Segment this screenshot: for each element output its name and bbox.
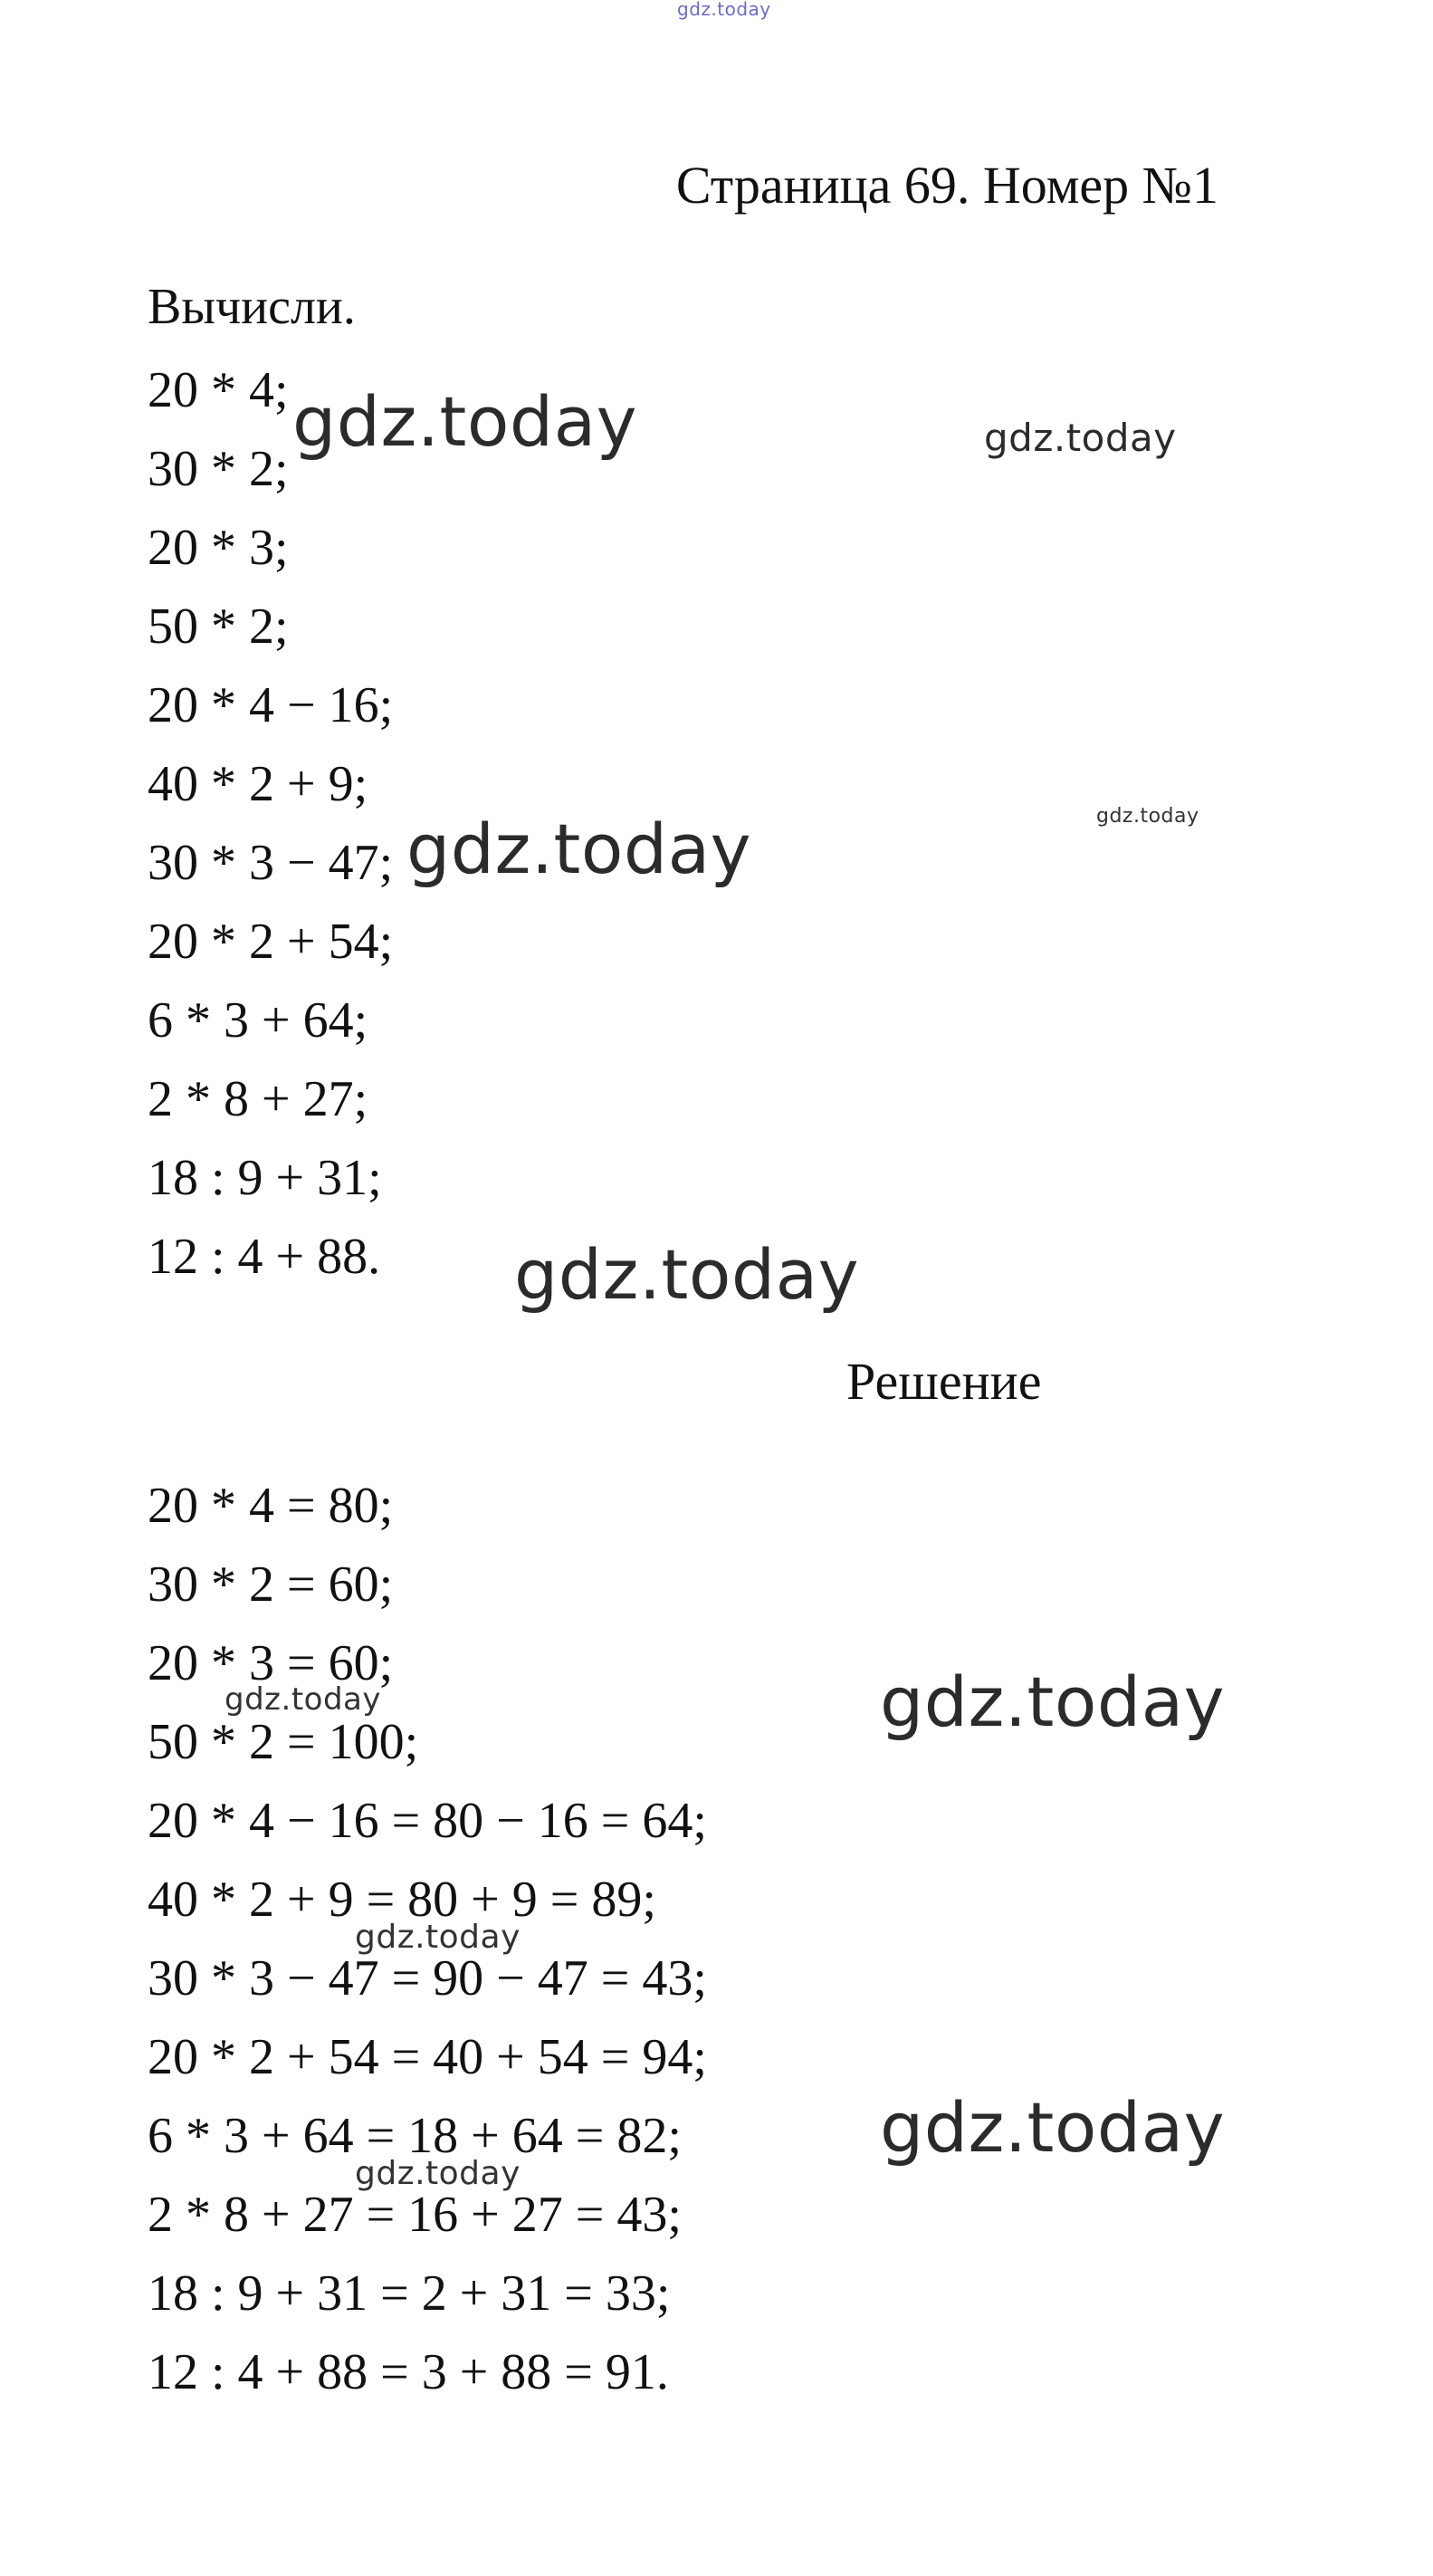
task-item: 20 * 2 + 54; bbox=[148, 914, 394, 970]
task-item: 20 * 3; bbox=[148, 520, 289, 576]
solution-item: 30 * 3 − 47 = 90 − 47 = 43; bbox=[148, 1950, 707, 2006]
task-item: 40 * 2 + 9; bbox=[148, 756, 368, 812]
solution-item: 40 * 2 + 9 = 80 + 9 = 89; bbox=[148, 1872, 656, 1928]
watermark: gdz.today bbox=[406, 809, 752, 889]
solution-item: 20 * 4 − 16 = 80 − 16 = 64; bbox=[148, 1793, 707, 1849]
task-item: 6 * 3 + 64; bbox=[148, 992, 368, 1049]
watermark: gdz.today bbox=[677, 0, 771, 20]
solution-item: 50 * 2 = 100; bbox=[148, 1714, 419, 1770]
solution-item: 20 * 3 = 60; bbox=[148, 1635, 394, 1691]
solution-item: 20 * 4 = 80; bbox=[148, 1478, 394, 1534]
solution-item: 12 : 4 + 88 = 3 + 88 = 91. bbox=[148, 2344, 669, 2400]
watermark: gdz.today bbox=[514, 1234, 860, 1315]
task-item: 20 * 4 − 16; bbox=[148, 677, 394, 733]
solution-item: 2 * 8 + 27 = 16 + 27 = 43; bbox=[148, 2187, 682, 2243]
watermark: gdz.today bbox=[880, 2087, 1226, 2168]
watermark: gdz.today bbox=[1096, 805, 1199, 828]
task-item: 30 * 3 − 47; bbox=[148, 835, 394, 891]
solution-heading: Решение bbox=[846, 1352, 1042, 1411]
task-item: 2 * 8 + 27; bbox=[148, 1071, 368, 1127]
task-item: 30 * 2; bbox=[148, 441, 289, 497]
watermark: gdz.today bbox=[880, 1661, 1226, 1742]
solution-item: 18 : 9 + 31 = 2 + 31 = 33; bbox=[148, 2265, 671, 2322]
task-list bbox=[148, 351, 393, 1297]
task-item: 50 * 2; bbox=[148, 599, 289, 655]
task-item: 18 : 9 + 31; bbox=[148, 1150, 382, 1206]
task-item: 20 * 4; bbox=[148, 362, 289, 418]
watermark: gdz.today bbox=[225, 1681, 381, 1718]
watermark: gdz.today bbox=[292, 381, 638, 462]
task-label: Вычисли. bbox=[148, 279, 356, 335]
solution-item: 20 * 2 + 54 = 40 + 54 = 94; bbox=[148, 2029, 707, 2085]
solution-item: 30 * 2 = 60; bbox=[148, 1556, 394, 1613]
watermark: gdz.today bbox=[984, 416, 1177, 460]
watermark: gdz.today bbox=[355, 1919, 521, 1956]
solution-item: 6 * 3 + 64 = 18 + 64 = 82; bbox=[148, 2108, 682, 2164]
watermark: gdz.today bbox=[355, 2155, 521, 2192]
page-title: Страница 69. Номер №1 bbox=[675, 156, 1218, 215]
task-item: 12 : 4 + 88. bbox=[148, 1229, 381, 1285]
